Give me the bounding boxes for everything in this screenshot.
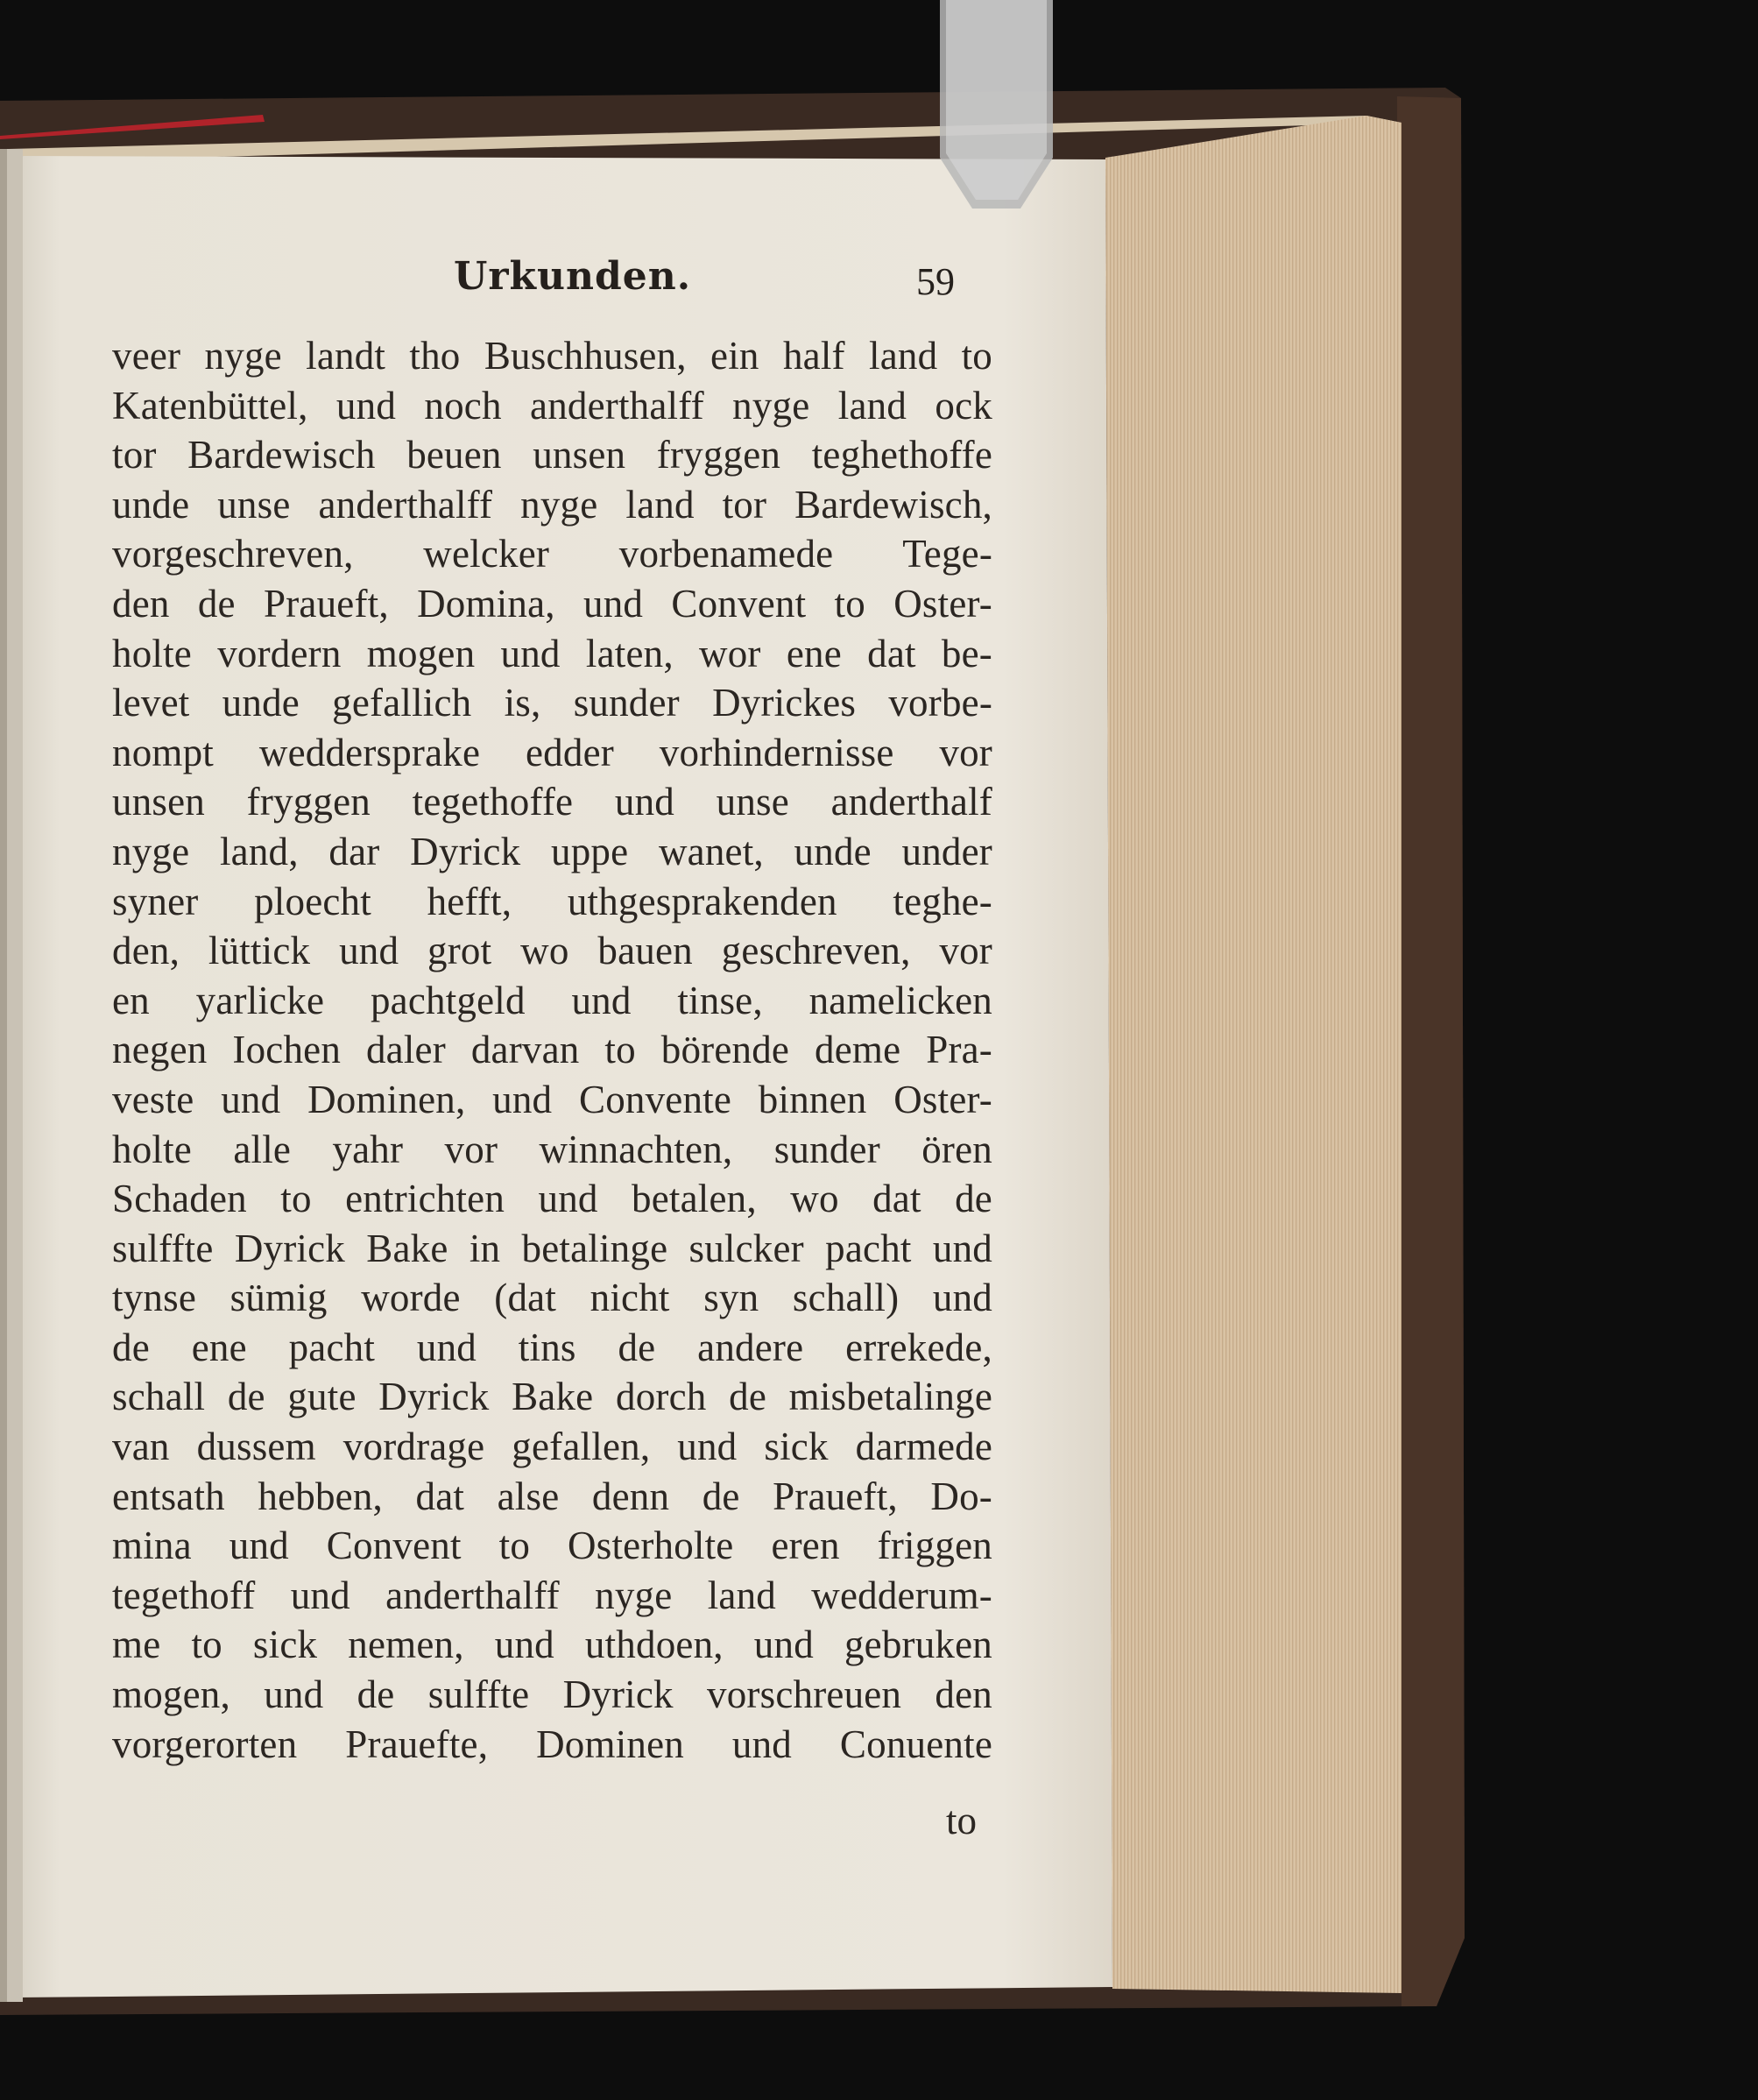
text-line: negen Iochen daler darvan to börende deme Pra- [112,1028,992,1072]
text-line: sulffte Dyrick Bake in betalinge sulcker pacht und [112,1226,992,1270]
running-head-title: Urkunden. [454,254,692,299]
text-line: tynse sümig worde (dat nicht syn schall) und [112,1276,992,1320]
text-line: de ene pacht und tins de andere errekede, [112,1325,992,1369]
text-line: holte vordern mogen und laten, wor ene dat be- [112,631,992,675]
text-line: syner ploecht hefft, uthgesprakenden teghe- [112,879,992,923]
text-line: mogen, und de sulffte Dyrick vorschreuen den [112,1672,992,1717]
text-line: en yarlicke pachtgeld und tinse, namelicken [112,978,992,1022]
catchword: to [945,1799,977,1842]
ribbon-bookmark [0,110,267,140]
page-content [112,247,992,1842]
text-line: vorgeschreven, welcker vorbenamede Tege- [112,532,992,576]
text-line: me to sick nemen, und uthdoen, und gebruken [112,1623,992,1667]
clip-bookmark [937,0,1056,209]
page-edges [1105,116,1401,1993]
text-line: den de Praueft, Domina, und Convent to Oster- [112,581,992,626]
text-line: van dussem vordrage gefallen, und sick darmede [112,1425,992,1469]
text-line: veste und Dominen, und Convente binnen Oster- [112,1077,992,1121]
text-line: mina und Convent to Osterholte eren friggen [112,1524,992,1568]
text-line: Schaden to entrichten und betalen, wo dat de [112,1177,992,1221]
page-number: 59 [916,260,955,303]
text-line: Katenbüttel, und noch anderthalff nyge land ock [112,383,992,428]
text-line: den, lüttick und grot wo bauen geschreven, vor [112,929,992,973]
text-line: tor Bardewisch beuen unsen fryggen teghethoffe [112,433,992,477]
text-line: vorgerorten Prauefte, Dominen und Conuente [112,1722,992,1766]
text-line: veer nyge landt tho Buschhusen, ein half land to [112,334,992,378]
text-line: schall de gute Dyrick Bake dorch de misbetalinge [112,1375,992,1419]
text-line: levet unde gefallich is, sunder Dyrickes vorbe- [112,681,992,725]
text-line: tegethoff und anderthalff nyge land wedderum- [112,1573,992,1617]
text-line: holte alle yahr vor winnachten, sunder ören [112,1127,992,1171]
text-line: unde unse anderthalff nyge land tor Bardewisch, [112,482,992,527]
text-line: nyge land, dar Dyrick uppe wanet, unde under [112,829,992,873]
text-line: unsen fryggen tegethoffe und unse anderthalf [112,780,992,824]
text-line: entsath hebben, dat alse denn de Praueft, Do- [112,1474,992,1518]
text-line: nompt weddersprake edder vorhindernisse vor [112,730,992,774]
text-block [112,331,992,1769]
running-head [112,247,992,308]
